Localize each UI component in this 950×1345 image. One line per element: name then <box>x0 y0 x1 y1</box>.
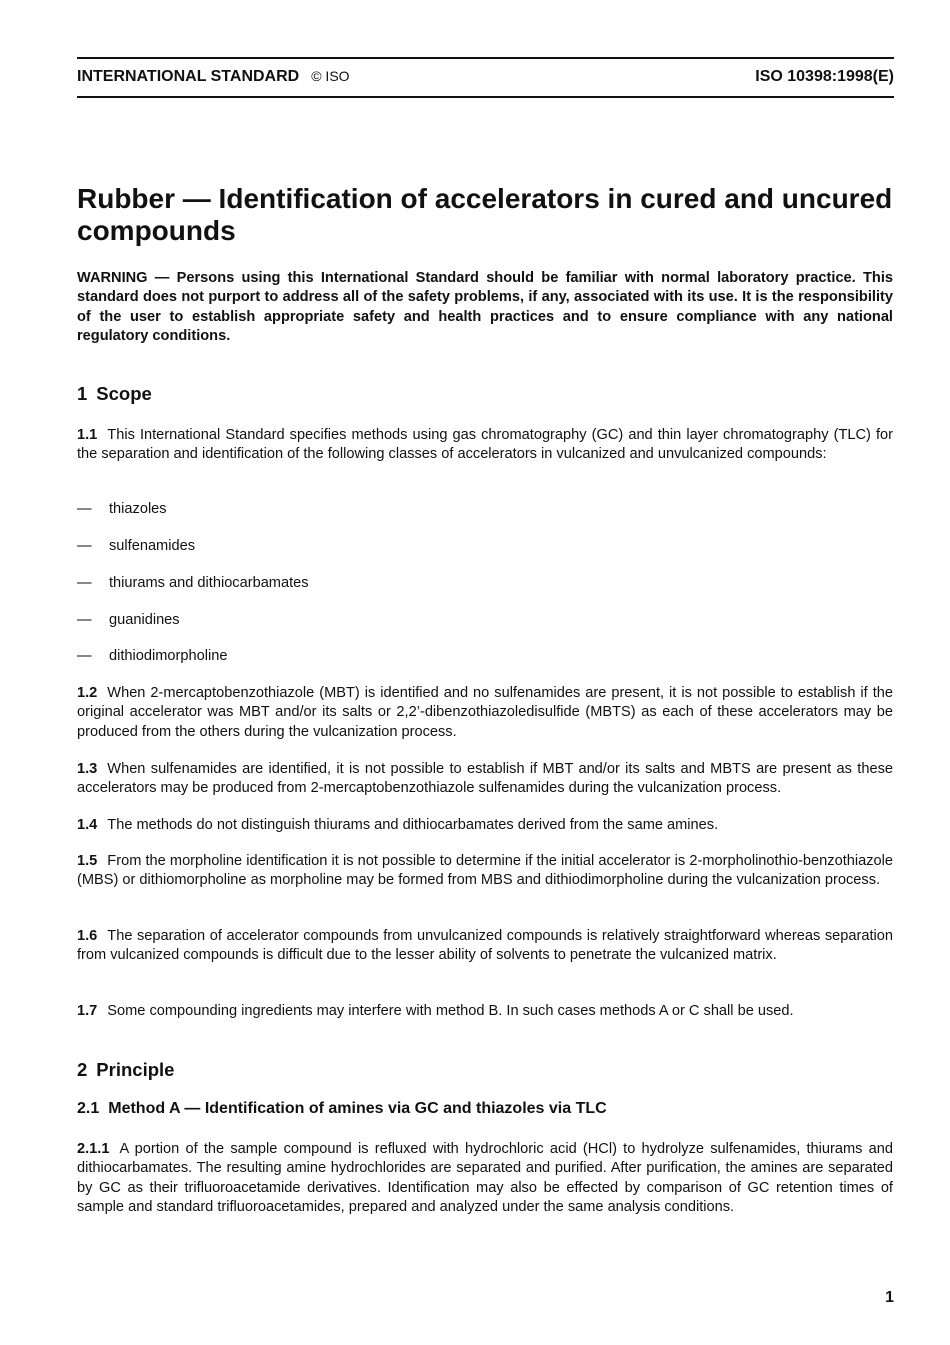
header-bottom-rule <box>77 96 894 98</box>
clause-1-4: 1.4 The methods do not distinguish thiurams and dithiocarbamates derived from the same amines. <box>77 817 719 833</box>
header-top-rule <box>77 57 894 59</box>
document-title: Rubber — Identification of accelerators in cured and uncured compounds <box>77 183 893 246</box>
clause-2-1-1: 2.1.1 A portion of the sample compound is refluxed with hydrochloric acid (HCl) to hydrolyze sulfenamides, thiurams and dithiocarbamates. The resulting amine hydrochlorides are separated and purified. After purification, the amines are separated by GC as their trifluoroacetamide derivatives. Identification may also be effected by comparison of GC retention times of sample and standard trifluoroacetamides, prepared and analyzed under the same analysis conditions. <box>77 1141 893 1215</box>
header-standard-label: INTERNATIONAL STANDARD <box>77 68 300 85</box>
header-document-number: ISO 10398:1998(E) <box>755 68 894 85</box>
warning-paragraph: WARNING — Persons using this International Standard should be familiar with normal laboratory practice. This standard does not purport to address all of the safety problems, if any, associated with its use. It is the responsibility of the user to establish appropriate safety and health practices and to ensure compliance with any national regulatory conditions. <box>77 270 893 344</box>
clause-1-1: 1.1 This International Standard specifies methods using gas chromatography (GC) and thin layer chromatography (TLC) for the separation and identification of the following classes of accelerators in vulcanized and unvulcanized compounds: <box>77 427 893 463</box>
clause-1-5: 1.5 From the morpholine identification it is not possible to determine if the initial accelerator is 2-morpholinothio-benzothiazole (MBS) or dithiomorpholine as morpholine may be formed from MBS and dithiodimorpholine during the vulcanization process. <box>77 853 893 889</box>
subsection-2-1-heading: 2.1 Method A — Identification of amines via GC and thiazoles via TLC <box>77 1100 607 1117</box>
clause-1-7: 1.7 Some compounding ingredients may interfere with method B. In such cases methods A or C shall be used. <box>77 1003 794 1019</box>
header-left <box>77 68 350 86</box>
header-copyright: © ISO <box>311 68 350 84</box>
list-item: — thiurams and dithiocarbamates <box>77 575 309 591</box>
section-2-heading: 2 Principle <box>77 1059 175 1080</box>
clause-1-6: 1.6 The separation of accelerator compounds from unvulcanized compounds is relatively straightforward whereas separation from vulcanized compounds is difficult due to the lesser ability of solvents to penetrate the vulcanized matrix. <box>77 928 893 964</box>
list-item: — thiazoles <box>77 501 167 517</box>
clause-1-2: 1.2 When 2-mercaptobenzothiazole (MBT) is identified and no sulfenamides are present, it is not possible to establish if the original accelerator was MBT and/or its salts or 2,2’-dibenzothiazoledisulfide (MBTS) as each of these accelerators may be produced from the others during the vulcanization process. <box>77 685 893 740</box>
list-item: — sulfenamides <box>77 538 195 554</box>
section-1-heading: 1 Scope <box>77 383 152 404</box>
page-number: 1 <box>885 1289 894 1306</box>
clause-1-3: 1.3 When sulfenamides are identified, it is not possible to establish if MBT and/or its salts and MBTS are present as these accelerators may be produced from 2-mercaptobenzothiazole sulfenamides during the vulcanization process. <box>77 761 893 797</box>
list-item: — dithiodimorpholine <box>77 648 228 664</box>
list-item: — guanidines <box>77 612 180 628</box>
